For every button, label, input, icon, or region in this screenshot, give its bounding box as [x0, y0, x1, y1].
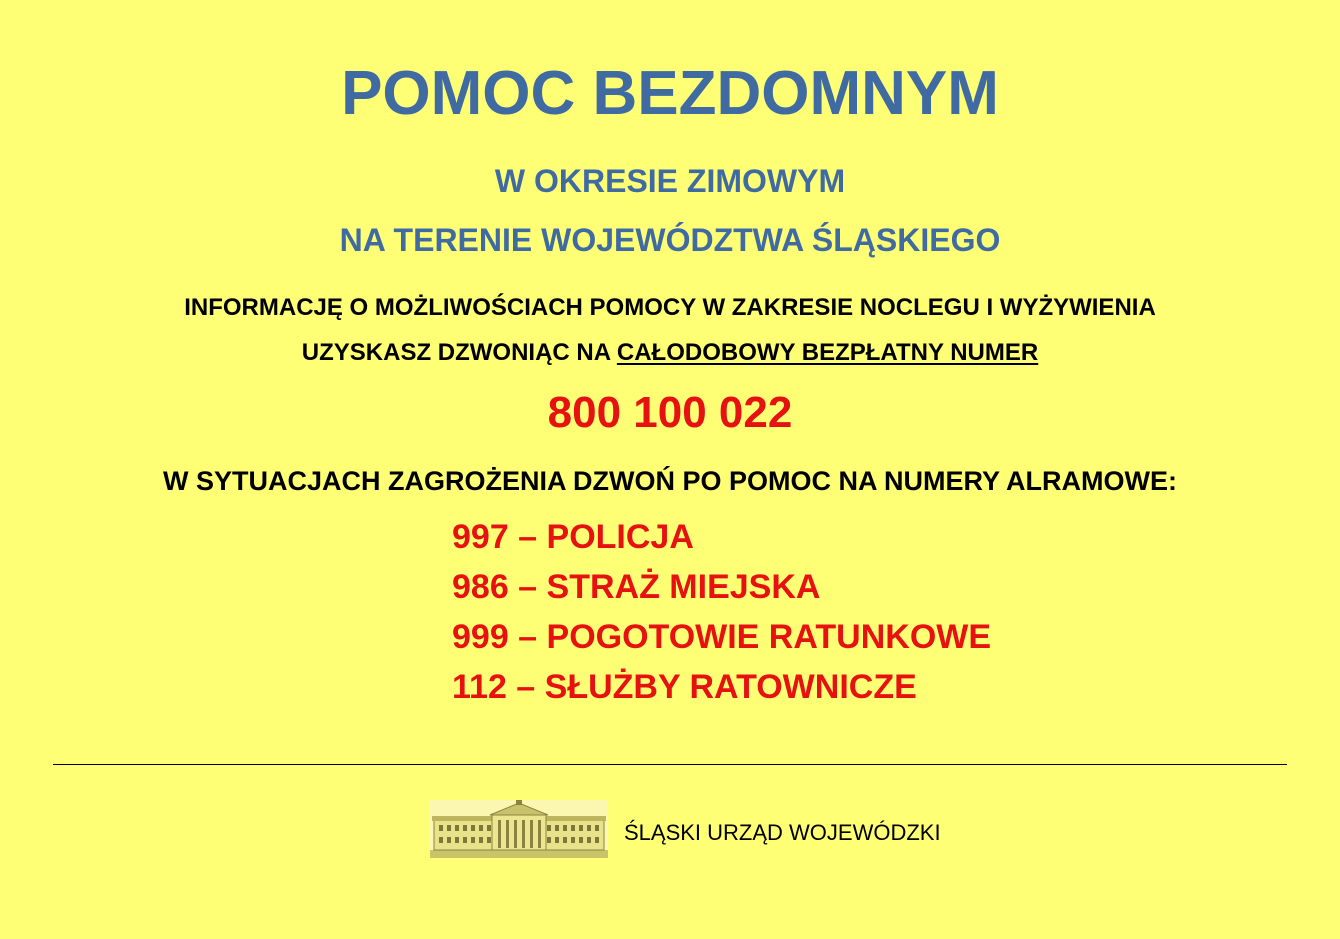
emergency-item-city-guard: 986 – STRAŻ MIEJSKA	[452, 568, 821, 606]
info-text-line-2	[0, 339, 1340, 367]
emergency-item-police: 997 – POLICJA	[452, 518, 694, 556]
alarm-numbers-heading: W SYTUACJACH ZAGROŻENIA DZWOŃ PO POMOC NA NUMERY ALRAMOWE:	[163, 466, 1177, 496]
footer-divider	[53, 764, 1287, 765]
hotline-number: 800 100 022	[547, 388, 793, 437]
info-text-underlined: CAŁODOBOWY BEZPŁATNY NUMER	[616, 339, 1039, 366]
emergency-item-rescue-services: 112 – SŁUŻBY RATOWNICZE	[452, 668, 917, 706]
page-title: POMOC BEZDOMNYM	[341, 59, 999, 128]
building-logo-icon	[430, 800, 608, 858]
info-text-prefix: UZYSKASZ DZWONIĄC NA	[301, 339, 617, 366]
subtitle-season: W OKRESIE ZIMOWYM	[494, 163, 846, 199]
institution-name: ŚLĄSKI URZĄD WOJEWÓDZKI	[624, 820, 941, 845]
emergency-number-list	[452, 516, 991, 716]
info-text-line-1: INFORMACJĘ O MOŻLIWOŚCIACH POMOCY W ZAKRESIE NOCLEGU I WYŻYWIENIA	[184, 294, 1156, 321]
emergency-item-ambulance: 999 – POGOTOWIE RATUNKOWE	[452, 618, 992, 656]
subtitle-region: NA TERENIE WOJEWÓDZTWA ŚLĄSKIEGO	[339, 222, 1001, 258]
